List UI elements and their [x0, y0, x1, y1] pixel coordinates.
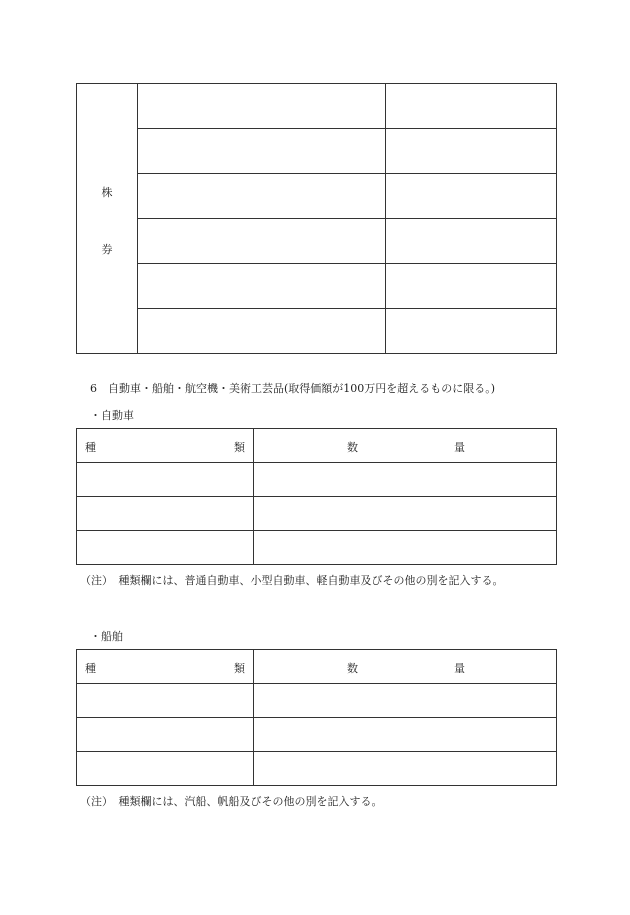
table-row	[77, 219, 557, 264]
stock-name-cell[interactable]	[138, 84, 386, 129]
header-qty-char-1: 数	[347, 441, 358, 454]
stock-name-cell[interactable]	[138, 219, 386, 264]
kind-cell[interactable]	[77, 497, 254, 531]
stock-name-cell[interactable]	[138, 309, 386, 354]
kind-cell[interactable]	[77, 463, 254, 497]
stock-value-cell[interactable]	[386, 174, 557, 219]
table-header-row	[77, 429, 557, 463]
stock-name-cell[interactable]	[138, 174, 386, 219]
table-row	[77, 752, 557, 786]
quantity-cell[interactable]	[254, 463, 557, 497]
stock-name-cell[interactable]	[138, 129, 386, 174]
ship-note: （注） 種類欄には、汽船、帆船及びその他の別を記入する。	[80, 795, 383, 808]
header-kind-char-1: 種	[85, 662, 96, 675]
header-qty-char-1: 数	[347, 662, 358, 675]
table-row	[77, 309, 557, 354]
table-row	[77, 174, 557, 219]
stock-value-cell[interactable]	[386, 264, 557, 309]
header-kind-char-2: 類	[234, 662, 245, 675]
header-qty-char-2: 量	[454, 441, 465, 454]
car-table	[76, 428, 557, 565]
quantity-cell[interactable]	[254, 684, 557, 718]
ship-section-title: ・船舶	[90, 630, 123, 643]
stock-label-cell	[77, 84, 138, 354]
table-row	[77, 497, 557, 531]
header-kind-char-1: 種	[85, 441, 96, 454]
table-header-row	[77, 650, 557, 684]
quantity-cell[interactable]	[254, 718, 557, 752]
table-row	[77, 129, 557, 174]
kind-cell[interactable]	[77, 718, 254, 752]
stock-value-cell[interactable]	[386, 219, 557, 264]
quantity-cell[interactable]	[254, 497, 557, 531]
kind-cell[interactable]	[77, 531, 254, 565]
header-kind	[77, 429, 254, 463]
header-kind	[77, 650, 254, 684]
header-qty-char-2: 量	[454, 662, 465, 675]
stock-table	[76, 83, 557, 354]
table-row	[77, 718, 557, 752]
stock-value-cell[interactable]	[386, 309, 557, 354]
table-row	[77, 531, 557, 565]
stock-name-cell[interactable]	[138, 264, 386, 309]
stock-value-cell[interactable]	[386, 84, 557, 129]
section-6-heading: 6 自動車・船舶・航空機・美術工芸品(取得価額が100万円を超えるものに限る。)	[90, 382, 496, 395]
stock-label-top: 株	[101, 186, 113, 199]
table-row	[77, 264, 557, 309]
header-kind-char-2: 類	[234, 441, 245, 454]
table-row	[77, 84, 557, 129]
header-quantity	[254, 650, 557, 684]
table-row	[77, 463, 557, 497]
header-quantity	[254, 429, 557, 463]
quantity-cell[interactable]	[254, 531, 557, 565]
table-row	[77, 684, 557, 718]
stock-value-cell[interactable]	[386, 129, 557, 174]
kind-cell[interactable]	[77, 684, 254, 718]
quantity-cell[interactable]	[254, 752, 557, 786]
car-note: （注） 種類欄には、普通自動車、小型自動車、軽自動車及びその他の別を記入する。	[80, 574, 504, 587]
car-section-title: ・自動車	[90, 409, 134, 422]
ship-table	[76, 649, 557, 786]
stock-label-bottom: 券	[101, 243, 113, 256]
kind-cell[interactable]	[77, 752, 254, 786]
